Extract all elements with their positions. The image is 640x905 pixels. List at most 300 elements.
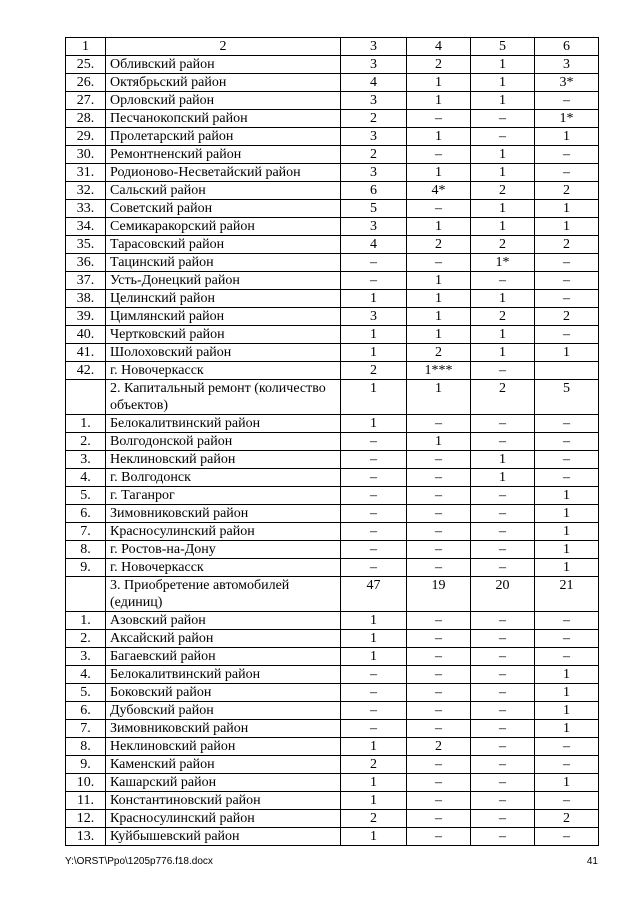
value-cell-col5: –	[471, 774, 535, 792]
table-row	[66, 56, 599, 74]
value-cell-col6: 1	[535, 344, 599, 362]
value-cell-col6: –	[535, 451, 599, 469]
row-number-cell: 35.	[66, 236, 106, 254]
value-cell-col3: 47	[341, 577, 407, 612]
row-name-cell: Красносулинский район	[106, 523, 341, 541]
value-cell-col5: –	[471, 828, 535, 846]
table-row	[66, 666, 599, 684]
row-name-cell: Чертковский район	[106, 326, 341, 344]
row-number-cell: 30.	[66, 146, 106, 164]
value-cell-col4: –	[407, 505, 471, 523]
value-cell-col6: 1*	[535, 110, 599, 128]
table-row	[66, 236, 599, 254]
row-name-cell: Октябрьский район	[106, 74, 341, 92]
value-cell-col6: 3*	[535, 74, 599, 92]
row-name-cell: Каменский район	[106, 756, 341, 774]
row-name-cell: г. Новочеркасск	[106, 559, 341, 577]
row-number-cell: 13.	[66, 828, 106, 846]
value-cell-col3: 1	[341, 380, 407, 415]
table-row	[66, 290, 599, 308]
value-cell-col3: –	[341, 720, 407, 738]
row-name-cell: Советский район	[106, 200, 341, 218]
value-cell-col6: 1	[535, 505, 599, 523]
value-cell-col6: –	[535, 792, 599, 810]
value-cell-col6: –	[535, 146, 599, 164]
table-row	[66, 128, 599, 146]
value-cell-col6: 1	[535, 523, 599, 541]
row-number-cell: 5.	[66, 487, 106, 505]
row-number-cell: 5.	[66, 684, 106, 702]
row-number-cell: 31.	[66, 164, 106, 182]
value-cell-col6: 1	[535, 684, 599, 702]
value-cell-col3: 3	[341, 164, 407, 182]
value-cell-col5: 1	[471, 200, 535, 218]
value-cell-col5: –	[471, 630, 535, 648]
value-cell-col6: –	[535, 415, 599, 433]
row-name-cell: Целинский район	[106, 290, 341, 308]
value-cell-col4: –	[407, 756, 471, 774]
table-row	[66, 630, 599, 648]
row-name-cell: Сальский район	[106, 182, 341, 200]
table-row	[66, 326, 599, 344]
row-number-cell: 3.	[66, 648, 106, 666]
value-cell-col5: –	[471, 559, 535, 577]
value-cell-col3: 4	[341, 74, 407, 92]
value-cell-col5: –	[471, 648, 535, 666]
value-cell-col6: 1	[535, 541, 599, 559]
value-cell-col3: 1	[341, 415, 407, 433]
row-number-cell: 9.	[66, 756, 106, 774]
table-row	[66, 720, 599, 738]
row-number-cell: 12.	[66, 810, 106, 828]
value-cell-col3: 1	[341, 290, 407, 308]
row-number-cell: 3.	[66, 451, 106, 469]
column-header: 2	[106, 38, 341, 56]
value-cell-col6: 1	[535, 720, 599, 738]
value-cell-col3: 2	[341, 362, 407, 380]
value-cell-col5: 1	[471, 326, 535, 344]
value-cell-col5: –	[471, 666, 535, 684]
value-cell-col4: –	[407, 810, 471, 828]
row-number-cell: 1.	[66, 612, 106, 630]
value-cell-col6: –	[535, 630, 599, 648]
value-cell-col3: –	[341, 684, 407, 702]
value-cell-col6: –	[535, 290, 599, 308]
table-row	[66, 612, 599, 630]
value-cell-col3: 1	[341, 738, 407, 756]
table-row	[66, 380, 599, 415]
row-name-cell: Цимлянский район	[106, 308, 341, 326]
value-cell-col4: –	[407, 648, 471, 666]
row-number-cell: 6.	[66, 702, 106, 720]
row-name-cell: Зимовниковский район	[106, 505, 341, 523]
value-cell-col4: 1	[407, 128, 471, 146]
value-cell-col6: 1	[535, 200, 599, 218]
value-cell-col6: –	[535, 254, 599, 272]
value-cell-col5: 1	[471, 92, 535, 110]
row-name-cell: Боковский район	[106, 684, 341, 702]
value-cell-col4: –	[407, 612, 471, 630]
value-cell-col3: –	[341, 451, 407, 469]
value-cell-col5: –	[471, 487, 535, 505]
row-number-cell: 4.	[66, 469, 106, 487]
value-cell-col4: –	[407, 666, 471, 684]
value-cell-col4: –	[407, 792, 471, 810]
value-cell-col4: –	[407, 146, 471, 164]
table-row	[66, 433, 599, 451]
column-header: 6	[535, 38, 599, 56]
value-cell-col4: –	[407, 110, 471, 128]
value-cell-col4: 2	[407, 738, 471, 756]
table-row	[66, 362, 599, 380]
value-cell-col5: –	[471, 128, 535, 146]
column-header: 3	[341, 38, 407, 56]
value-cell-col3: –	[341, 541, 407, 559]
table-row	[66, 164, 599, 182]
row-number-cell: 26.	[66, 74, 106, 92]
row-number-cell: 9.	[66, 559, 106, 577]
value-cell-col5: 20	[471, 577, 535, 612]
table-row	[66, 451, 599, 469]
table-header-row	[66, 38, 599, 56]
value-cell-col5: –	[471, 702, 535, 720]
row-number-cell: 39.	[66, 308, 106, 326]
value-cell-col3: 3	[341, 218, 407, 236]
value-cell-col5: 1	[471, 56, 535, 74]
row-name-cell: Волгодонской район	[106, 433, 341, 451]
value-cell-col6: –	[535, 469, 599, 487]
table-row	[66, 344, 599, 362]
table-row	[66, 218, 599, 236]
value-cell-col6: –	[535, 326, 599, 344]
table-body	[66, 38, 599, 846]
value-cell-col4: 1	[407, 74, 471, 92]
value-cell-col3: 1	[341, 344, 407, 362]
value-cell-col3: –	[341, 272, 407, 290]
value-cell-col6: –	[535, 92, 599, 110]
value-cell-col4: 2	[407, 344, 471, 362]
value-cell-col6: –	[535, 648, 599, 666]
value-cell-col5: 1	[471, 74, 535, 92]
value-cell-col3: 1	[341, 792, 407, 810]
value-cell-col5: 1	[471, 344, 535, 362]
value-cell-col5: 1*	[471, 254, 535, 272]
value-cell-col3: 1	[341, 630, 407, 648]
row-number-cell: 29.	[66, 128, 106, 146]
table-row	[66, 110, 599, 128]
value-cell-col6: 1	[535, 702, 599, 720]
value-cell-col3: –	[341, 666, 407, 684]
row-name-cell: Родионово-Несветайский район	[106, 164, 341, 182]
value-cell-col5: –	[471, 433, 535, 451]
value-cell-col3: 3	[341, 56, 407, 74]
row-number-cell: 7.	[66, 523, 106, 541]
row-name-cell: Тарасовский район	[106, 236, 341, 254]
value-cell-col5: 2	[471, 308, 535, 326]
value-cell-col5: 2	[471, 380, 535, 415]
value-cell-col3: 3	[341, 92, 407, 110]
row-number-cell: 6.	[66, 505, 106, 523]
row-number-cell	[66, 380, 106, 415]
value-cell-col6: 21	[535, 577, 599, 612]
value-cell-col3: –	[341, 469, 407, 487]
row-number-cell: 40.	[66, 326, 106, 344]
value-cell-col3: 2	[341, 756, 407, 774]
value-cell-col3: 1	[341, 828, 407, 846]
table-row	[66, 702, 599, 720]
value-cell-col4: –	[407, 487, 471, 505]
row-name-cell: Белокалитвинский район	[106, 415, 341, 433]
row-number-cell: 34.	[66, 218, 106, 236]
row-name-cell: Кашарский район	[106, 774, 341, 792]
row-name-cell: г. Ростов-на-Дону	[106, 541, 341, 559]
value-cell-col5: 1	[471, 146, 535, 164]
value-cell-col3: –	[341, 702, 407, 720]
value-cell-col5: –	[471, 505, 535, 523]
value-cell-col5: –	[471, 684, 535, 702]
value-cell-col5: 2	[471, 236, 535, 254]
value-cell-col4: –	[407, 541, 471, 559]
row-name-cell: Дубовский район	[106, 702, 341, 720]
value-cell-col3: 6	[341, 182, 407, 200]
table-row	[66, 792, 599, 810]
table-row	[66, 182, 599, 200]
row-number-cell: 32.	[66, 182, 106, 200]
value-cell-col3: 2	[341, 810, 407, 828]
value-cell-col6: –	[535, 433, 599, 451]
value-cell-col5: –	[471, 272, 535, 290]
value-cell-col4: –	[407, 720, 471, 738]
value-cell-col3: –	[341, 487, 407, 505]
table-row	[66, 200, 599, 218]
footer-file-path: Y:\ORST\Ppo\1205p776.f18.docx	[65, 856, 213, 867]
value-cell-col5: 1	[471, 290, 535, 308]
table-row	[66, 684, 599, 702]
row-name-cell: г. Волгодонск	[106, 469, 341, 487]
row-number-cell: 8.	[66, 738, 106, 756]
row-number-cell: 42.	[66, 362, 106, 380]
row-name-cell: Семикаракорский район	[106, 218, 341, 236]
row-name-cell: Константиновский район	[106, 792, 341, 810]
table-row	[66, 810, 599, 828]
value-cell-col6	[535, 362, 599, 380]
value-cell-col4: 1	[407, 218, 471, 236]
row-number-cell: 38.	[66, 290, 106, 308]
table-row	[66, 523, 599, 541]
value-cell-col5: –	[471, 738, 535, 756]
value-cell-col5: –	[471, 810, 535, 828]
value-cell-col3: 3	[341, 308, 407, 326]
row-number-cell: 8.	[66, 541, 106, 559]
value-cell-col4: 1	[407, 380, 471, 415]
row-name-cell: Неклиновский район	[106, 738, 341, 756]
value-cell-col6: –	[535, 828, 599, 846]
value-cell-col6: 2	[535, 308, 599, 326]
table-row	[66, 146, 599, 164]
value-cell-col4: –	[407, 684, 471, 702]
value-cell-col5: –	[471, 523, 535, 541]
table-row	[66, 469, 599, 487]
value-cell-col6: 1	[535, 218, 599, 236]
value-cell-col5: 1	[471, 218, 535, 236]
value-cell-col5: 2	[471, 182, 535, 200]
value-cell-col4: –	[407, 774, 471, 792]
value-cell-col4: 1	[407, 272, 471, 290]
value-cell-col5: –	[471, 110, 535, 128]
value-cell-col3: –	[341, 523, 407, 541]
value-cell-col5: –	[471, 720, 535, 738]
table-row	[66, 577, 599, 612]
row-name-cell: Песчанокопский район	[106, 110, 341, 128]
table-row	[66, 308, 599, 326]
row-name-cell: Тацинский район	[106, 254, 341, 272]
value-cell-col4: –	[407, 523, 471, 541]
value-cell-col5: 1	[471, 164, 535, 182]
value-cell-col4: 1	[407, 164, 471, 182]
row-name-cell: Багаевский район	[106, 648, 341, 666]
column-header: 4	[407, 38, 471, 56]
table-row	[66, 541, 599, 559]
value-cell-col6: 2	[535, 182, 599, 200]
row-name-cell: Белокалитвинский район	[106, 666, 341, 684]
row-name-cell: Аксайский район	[106, 630, 341, 648]
value-cell-col3: 4	[341, 236, 407, 254]
value-cell-col4: –	[407, 415, 471, 433]
value-cell-col3: 3	[341, 128, 407, 146]
table-row	[66, 559, 599, 577]
row-number-cell: 11.	[66, 792, 106, 810]
table-row	[66, 828, 599, 846]
row-number-cell: 2.	[66, 630, 106, 648]
row-name-cell: г. Таганрог	[106, 487, 341, 505]
value-cell-col4: –	[407, 630, 471, 648]
value-cell-col3: –	[341, 254, 407, 272]
row-number-cell: 7.	[66, 720, 106, 738]
table-row	[66, 738, 599, 756]
value-cell-col6: –	[535, 756, 599, 774]
table-row	[66, 756, 599, 774]
value-cell-col3: –	[341, 505, 407, 523]
value-cell-col4: 1	[407, 308, 471, 326]
value-cell-col3: 1	[341, 612, 407, 630]
table-row	[66, 415, 599, 433]
value-cell-col6: 2	[535, 810, 599, 828]
row-number-cell	[66, 577, 106, 612]
row-number-cell: 2.	[66, 433, 106, 451]
value-cell-col6: 1	[535, 666, 599, 684]
value-cell-col4: –	[407, 451, 471, 469]
value-cell-col3: 1	[341, 326, 407, 344]
row-name-cell: Красносулинский район	[106, 810, 341, 828]
value-cell-col6: 2	[535, 236, 599, 254]
row-name-cell: Зимовниковский район	[106, 720, 341, 738]
table-row	[66, 487, 599, 505]
table-row	[66, 74, 599, 92]
value-cell-col6: –	[535, 272, 599, 290]
table-row	[66, 774, 599, 792]
value-cell-col4: –	[407, 200, 471, 218]
row-number-cell: 25.	[66, 56, 106, 74]
footer-page-number: 41	[586, 856, 598, 867]
value-cell-col6: –	[535, 738, 599, 756]
value-cell-col3: 5	[341, 200, 407, 218]
value-cell-col4: 1	[407, 433, 471, 451]
row-name-cell: Орловский район	[106, 92, 341, 110]
value-cell-col5: –	[471, 362, 535, 380]
value-cell-col4: –	[407, 828, 471, 846]
value-cell-col6: 1	[535, 128, 599, 146]
value-cell-col4: 1	[407, 326, 471, 344]
value-cell-col6: 5	[535, 380, 599, 415]
value-cell-col6: 1	[535, 774, 599, 792]
value-cell-col4: –	[407, 469, 471, 487]
value-cell-col4: 1***	[407, 362, 471, 380]
value-cell-col3: 2	[341, 110, 407, 128]
row-number-cell: 33.	[66, 200, 106, 218]
value-cell-col5: –	[471, 792, 535, 810]
row-name-cell: 3. Приобретение автомобилей (единиц)	[106, 577, 341, 612]
value-cell-col5: 1	[471, 451, 535, 469]
row-name-cell: Неклиновский район	[106, 451, 341, 469]
row-number-cell: 4.	[66, 666, 106, 684]
row-number-cell: 10.	[66, 774, 106, 792]
table-row	[66, 272, 599, 290]
table-row	[66, 92, 599, 110]
row-name-cell: Шолоховский район	[106, 344, 341, 362]
value-cell-col3: 2	[341, 146, 407, 164]
value-cell-col3: 1	[341, 648, 407, 666]
row-name-cell: Усть-Донецкий район	[106, 272, 341, 290]
data-table	[65, 37, 599, 846]
value-cell-col6: –	[535, 164, 599, 182]
row-number-cell: 36.	[66, 254, 106, 272]
value-cell-col5: –	[471, 541, 535, 559]
value-cell-col4: 19	[407, 577, 471, 612]
row-name-cell: Куйбышевский район	[106, 828, 341, 846]
row-name-cell: г. Новочеркасск	[106, 362, 341, 380]
column-header: 5	[471, 38, 535, 56]
value-cell-col6: 1	[535, 487, 599, 505]
table-row	[66, 648, 599, 666]
value-cell-col6: 3	[535, 56, 599, 74]
value-cell-col3: –	[341, 433, 407, 451]
row-name-cell: 2. Капитальный ремонт (количество объектов)	[106, 380, 341, 415]
row-number-cell: 41.	[66, 344, 106, 362]
value-cell-col6: 1	[535, 559, 599, 577]
row-name-cell: Ремонтненский район	[106, 146, 341, 164]
value-cell-col4: 1	[407, 290, 471, 308]
row-name-cell: Азовский район	[106, 612, 341, 630]
value-cell-col4: 2	[407, 236, 471, 254]
value-cell-col4: 4*	[407, 182, 471, 200]
table-row	[66, 505, 599, 523]
value-cell-col4: 1	[407, 92, 471, 110]
row-number-cell: 27.	[66, 92, 106, 110]
value-cell-col4: –	[407, 559, 471, 577]
value-cell-col4: –	[407, 702, 471, 720]
value-cell-col4: 2	[407, 56, 471, 74]
row-name-cell: Обливский район	[106, 56, 341, 74]
table-row	[66, 254, 599, 272]
row-number-cell: 37.	[66, 272, 106, 290]
value-cell-col5: –	[471, 756, 535, 774]
value-cell-col3: –	[341, 559, 407, 577]
row-number-cell: 1.	[66, 415, 106, 433]
value-cell-col5: –	[471, 415, 535, 433]
value-cell-col3: 1	[341, 774, 407, 792]
value-cell-col5: 1	[471, 469, 535, 487]
value-cell-col6: –	[535, 612, 599, 630]
